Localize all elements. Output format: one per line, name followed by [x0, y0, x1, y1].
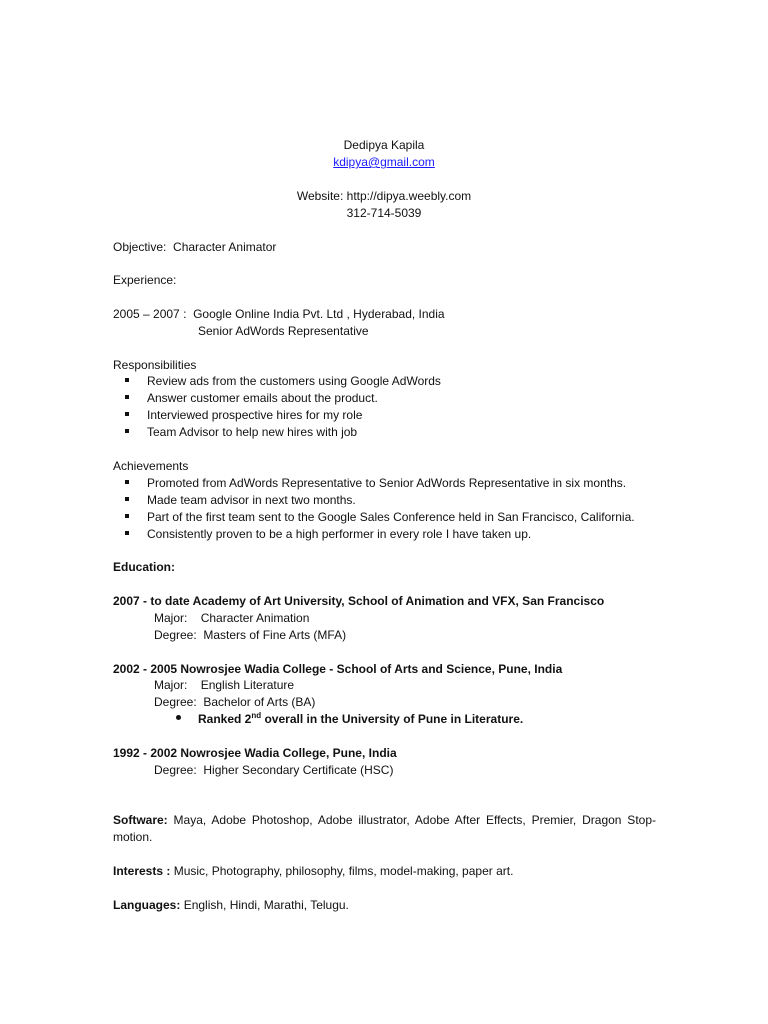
responsibilities-heading: Responsibilities [113, 358, 197, 372]
interests-label: Interests : [113, 864, 171, 878]
software-label: Software: [113, 813, 168, 827]
degree-value: Higher Secondary Certificate (HSC) [203, 763, 394, 777]
languages-label: Languages: [113, 898, 181, 912]
round-bullet-icon [176, 715, 181, 720]
education-major [154, 610, 309, 626]
experience-title: Senior AdWords Representative [198, 324, 369, 338]
experience-entry [113, 306, 445, 322]
list-item [125, 526, 129, 542]
objective-line [113, 239, 276, 255]
list-item [125, 424, 129, 440]
list-item [125, 509, 129, 525]
list-item [125, 407, 129, 423]
degree-value: Masters of Fine Arts (MFA) [203, 628, 347, 642]
degree-label: Degree: [154, 628, 197, 642]
list-item [125, 492, 129, 508]
education-honor: Ranked 2nd overall in the University of Pune in Literature. [198, 711, 524, 726]
major-value: Character Animation [200, 611, 310, 625]
achievements-heading: Achievements [113, 459, 189, 473]
degree-label: Degree: [154, 763, 197, 777]
email-link[interactable]: kdipya@gmail.com [333, 155, 435, 169]
achievement-item: Promoted from AdWords Representative to Senior AdWords Representative in six months. [147, 476, 627, 490]
objective-value: Character Animator [173, 240, 277, 254]
responsibility-item: Team Advisor to help new hires with job [147, 425, 358, 439]
square-bullet-icon [125, 497, 129, 501]
languages-line [113, 897, 349, 913]
education-degree [154, 694, 315, 710]
degree-label: Degree: [154, 695, 197, 709]
education-degree [154, 762, 393, 778]
square-bullet-icon [125, 514, 129, 518]
education-heading: Education: [113, 560, 175, 574]
experience-heading: Experience: [113, 273, 177, 287]
website-line: Website: http://dipya.weebly.com [296, 189, 472, 203]
responsibility-item: Answer customer emails about the product. [147, 391, 378, 405]
education-entry-title: 2002 - 2005 Nowrosjee Wadia College - School of Arts and Science, Pune, India [113, 662, 563, 676]
experience-period: 2005 – 2007 : [113, 307, 187, 321]
interests-line [113, 863, 513, 879]
square-bullet-icon [125, 395, 129, 399]
achievement-item: Part of the first team sent to the Google Sales Conference held in San Francisco, California. [147, 510, 635, 524]
degree-value: Bachelor of Arts (BA) [203, 695, 316, 709]
square-bullet-icon [125, 531, 129, 535]
education-degree [154, 627, 346, 643]
list-item [125, 475, 129, 491]
experience-company: Google Online India Pvt. Ltd , Hyderabad, India [193, 307, 445, 321]
candidate-name: Dedipya Kapila [343, 138, 425, 152]
square-bullet-icon [125, 412, 129, 416]
phone-line: 312-714-5039 [346, 206, 422, 220]
languages-value: English, Hindi, Marathi, Telugu. [183, 898, 349, 912]
education-major [154, 677, 294, 693]
software-value: Maya, Adobe Photoshop, Adobe illustrator, Adobe After Effects, Premier, Dragon Stop-motion. [113, 813, 656, 844]
education-entry-title: 2007 - to date Academy of Art University, School of Animation and VFX, San Francisco [113, 594, 605, 608]
software-paragraph [113, 812, 656, 846]
square-bullet-icon [125, 378, 129, 382]
list-item [125, 373, 129, 389]
education-entry-title: 1992 - 2002 Nowrosjee Wadia College, Pune, India [113, 746, 397, 760]
major-value: English Literature [200, 678, 295, 692]
responsibility-item: Review ads from the customers using Google AdWords [147, 374, 441, 388]
email-line [0, 154, 768, 170]
square-bullet-icon [125, 429, 129, 433]
interests-value: Music, Photography, philosophy, films, model-making, paper art. [173, 864, 514, 878]
major-label: Major: [154, 678, 188, 692]
list-item [176, 711, 181, 727]
achievement-item: Consistently proven to be a high performer in every role I have taken up. [147, 527, 532, 541]
objective-label: Objective: [113, 240, 167, 254]
major-label: Major: [154, 611, 188, 625]
achievement-item: Made team advisor in next two months. [147, 493, 356, 507]
list-item [125, 390, 129, 406]
responsibility-item: Interviewed prospective hires for my role [147, 408, 363, 422]
square-bullet-icon [125, 480, 129, 484]
